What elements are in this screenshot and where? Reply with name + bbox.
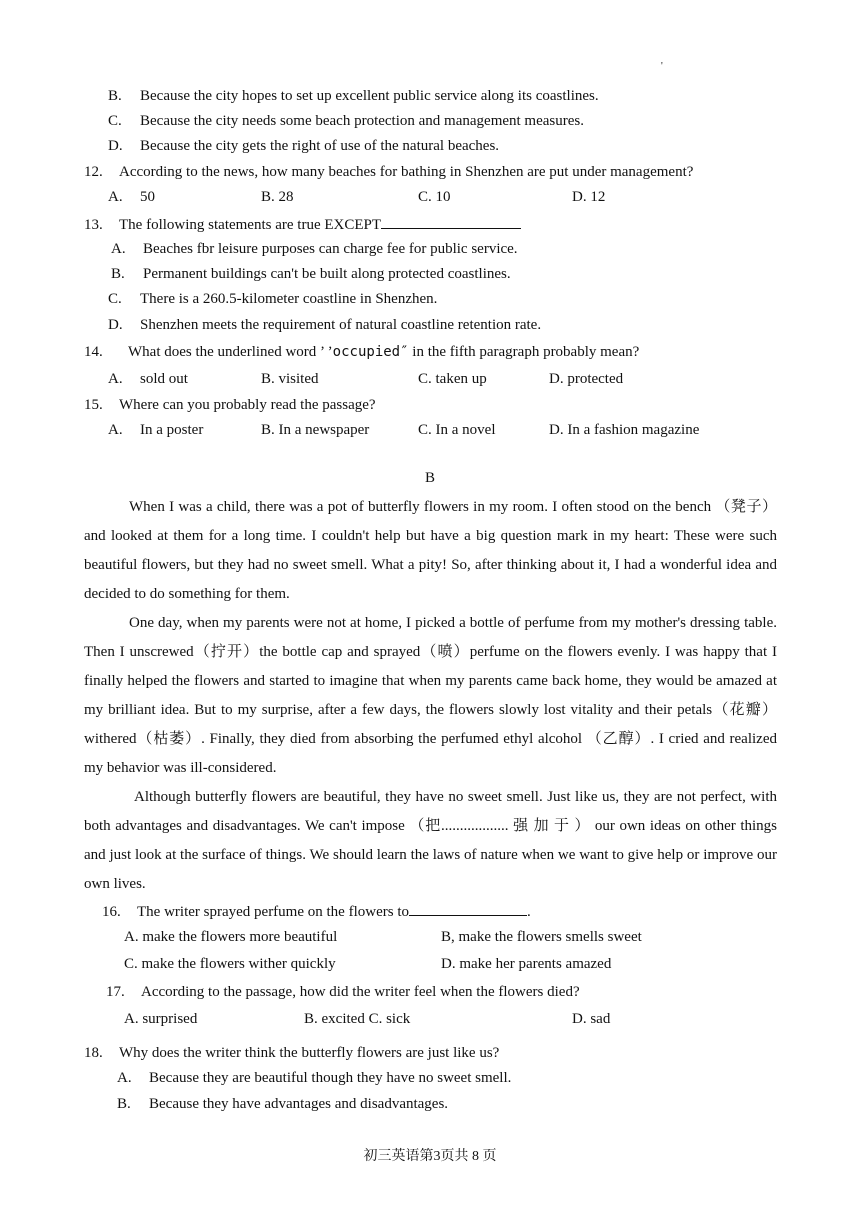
q15-options: A. In a poster B. In a newspaper C. In a novel D. In a fashion magazine: [108, 422, 700, 438]
q17-options: A. surprised B. excited C. sick D. sad: [124, 1011, 611, 1027]
q14-stem: 14. What does the underlined word ’ ’occupied″ in the fifth paragraph probably mean?: [84, 344, 640, 360]
q16-options-row-1: A. make the flowers more beautiful B, make the flowers smells sweet: [124, 929, 642, 945]
passage-paragraph-1: When I was a child, there was a pot of butterfly flowers in my room. I often stood on the bench （凳子）and looked at them for a long time. I couldn't help but have a big question mark in my heart: These were such beautiful flowers, but they had no sweet smell. What a pity! So, after thinking about it, I had a wonderful idea and decided to do something for them.: [84, 499, 777, 602]
q18-option-a: A. Because they are beautiful though they have no sweet smell.: [117, 1070, 512, 1086]
answer-blank: [381, 213, 521, 229]
q14-options: A. sold out B. visited C. taken up D. protected: [108, 371, 624, 387]
q11-option-d: D. Because the city gets the right of use of the natural beaches.: [108, 138, 500, 154]
underlined-word: occupied″: [332, 344, 409, 360]
q15-stem: 15. Where can you probably read the passage?: [84, 397, 376, 413]
q11-option-c: C. Because the city needs some beach protection and management measures.: [108, 113, 584, 129]
q13-option-c: C. There is a 260.5-kilometer coastline in Shenzhen.: [108, 291, 438, 307]
q18-option-b: B. Because they have advantages and disadvantages.: [117, 1096, 449, 1112]
q13-option-a: A. Beaches fbr leisure purposes can charge fee for public service.: [111, 241, 518, 257]
q18-stem: 18. Why does the writer think the butterfly flowers are just like us?: [84, 1045, 500, 1061]
q16-options-row-2: C. make the flowers wither quickly D. make her parents amazed: [124, 956, 612, 972]
q12-stem: 12. According to the news, how many beaches for bathing in Shenzhen are put under management?: [84, 164, 694, 180]
page-footer: 初三英语第3页共 8 页: [363, 1149, 497, 1164]
section-heading: B: [424, 470, 435, 486]
q12-options: A. 50 B. 28 C. 10 D. 12: [108, 189, 606, 205]
q17-stem: 17. According to the passage, how did the writer feel when the flowers died?: [106, 984, 580, 1000]
passage-paragraph-3: Although butterfly flowers are beautiful, they have no sweet smell. Just like us, they are not perfect, with both advantages and disadvantages. We can't impose （把.................. 强 加 于 ） our own ideas on other things and just look at the surface of things. We should learn the laws of nature when we want to give help or improve our own lives.: [84, 789, 777, 892]
q11-option-b: B. Because the city hopes to set up excellent public service along its coastlines.: [108, 88, 599, 104]
q16-stem: 16. The writer sprayed perfume on the flowers to .: [102, 900, 531, 922]
q13-option-b: B. Permanent buildings can't be built along protected coastlines.: [111, 266, 511, 282]
corner-mark: ': [661, 61, 663, 72]
q13-option-d: D. Shenzhen meets the requirement of natural coastline retention rate.: [108, 317, 542, 333]
q13-stem: 13. The following statements are true EXCEPT: [84, 213, 521, 235]
answer-blank: [409, 900, 527, 916]
passage-paragraph-2: One day, when my parents were not at home, I picked a bottle of perfume from my mother's dressing table. Then I unscrewed（拧开）the bottle cap and sprayed（喷）perfume on the flowers evenly. I was happy that I finally helped the flowers and started to imagine that when my parents came back home, they would be amazed at my brilliant idea. But to my surprise, after a few days, the flowers slowly lost vitality and their petals（花瓣）withered（枯萎）. Finally, they died from absorbing the perfumed ethyl alcohol （乙醇）. I cried and realized my behavior was ill-considered.: [84, 615, 777, 776]
